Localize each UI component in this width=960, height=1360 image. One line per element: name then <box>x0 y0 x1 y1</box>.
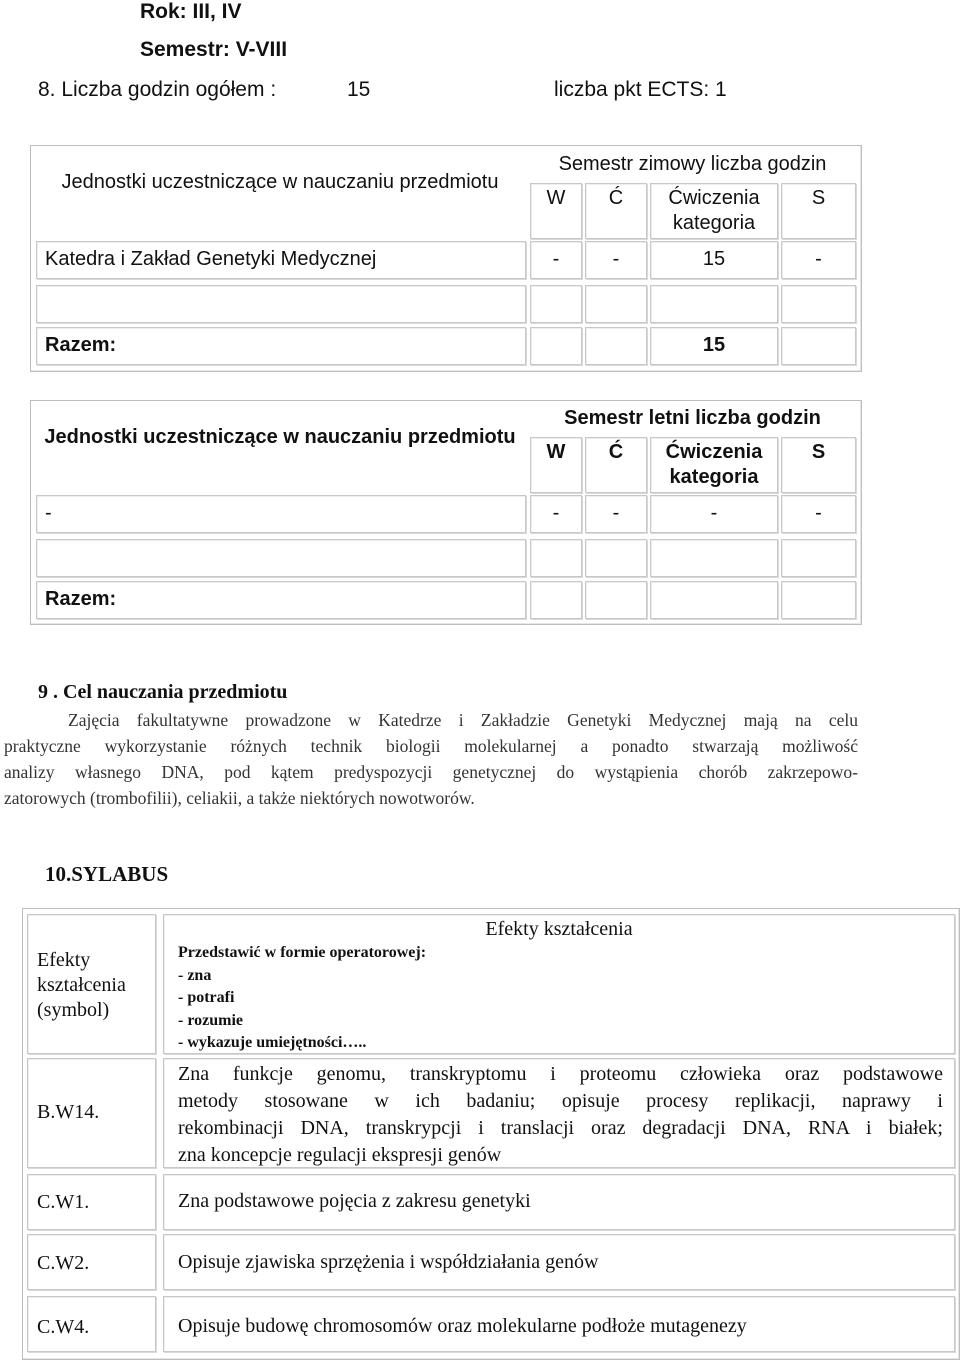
summer-total-w-cell <box>530 581 582 619</box>
syllabus-left-header-line: Efekty <box>37 949 91 971</box>
year-label: Rok: III, IV <box>140 0 242 23</box>
winter-row1-s: - <box>815 248 822 270</box>
summer-col-w: W <box>546 441 566 463</box>
summer-row1-s: - <box>815 502 822 524</box>
section-9-line: zatorowych (trombofilii), celiakii, a także niektórych nowotworów. <box>4 788 475 808</box>
syllabus-description: Zna podstawowe pojęcia z zakresu genetyki <box>178 1190 531 1212</box>
summer-total-label: Razem: <box>45 588 117 610</box>
description-line: metody stosowane w ich badaniu; opisuje procesy replikacji, naprawy i <box>178 1090 943 1112</box>
summer-unit-header: Jednostki uczestniczące w nauczaniu przedmiotu <box>44 426 516 448</box>
syllabus-symbol: C.W2. <box>37 1252 90 1274</box>
syllabus-left-header-line: kształcenia <box>37 974 126 996</box>
winter-row1-c: - <box>612 248 620 270</box>
winter-col-w: W <box>546 187 566 209</box>
section-9-title: 9 . Cel nauczania przedmiotu <box>38 681 288 703</box>
summer-total-s-cell <box>781 581 856 619</box>
winter-row1-cw: 15 <box>702 248 726 270</box>
semester-label: Semestr: V-VIII <box>140 38 288 61</box>
section-10-title: 10.SYLABUS <box>45 862 169 886</box>
winter-row1-w: - <box>552 248 560 270</box>
summer-col-s: S <box>811 441 826 463</box>
summer-empty-row-cell <box>650 539 778 577</box>
summer-empty-row-cell <box>781 539 856 577</box>
winter-semester-header: Semestr zimowy liczba godzin <box>558 153 827 175</box>
summer-total-c-cell <box>585 581 647 619</box>
instruction-line: - wykazuje umiejętności….. <box>178 1034 367 1051</box>
summer-empty-row-cell <box>36 539 526 577</box>
syllabus-right-header-instructions <box>178 942 426 1055</box>
winter-total-c-cell <box>585 327 647 365</box>
section-9-line: Zajęcia fakultatywne prowadzone w Katedrze i Zakładzie Genetyki Medycznej mają na celu <box>68 710 858 730</box>
summer-col-c: Ć <box>608 441 624 463</box>
winter-col-c: Ć <box>608 187 624 209</box>
hours-total-label: 8. Liczba godzin ogółem : <box>38 78 277 101</box>
syllabus-symbol: C.W1. <box>37 1191 90 1213</box>
description-line: Zna funkcje genomu, transkryptomu i proteomu człowieka oraz podstawowe <box>178 1063 943 1085</box>
summer-total-cw-cell <box>650 581 778 619</box>
syllabus-symbol: B.W14. <box>37 1101 100 1123</box>
winter-total-value: 15 <box>702 334 726 356</box>
summer-semester-header: Semestr letni liczba godzin <box>564 407 821 429</box>
syllabus-left-header <box>37 948 126 1023</box>
syllabus-description: Opisuje zjawiska sprzężenia i współdziałania genów <box>178 1251 599 1273</box>
winter-col-cw: Ćwiczenia kategoria <box>668 187 760 234</box>
winter-unit-header: Jednostki uczestniczące w nauczaniu przedmiotu <box>61 171 499 193</box>
winter-empty-row-cell <box>585 285 647 323</box>
description-line: zna koncepcje regulacji ekspresji genów <box>178 1144 502 1166</box>
summer-row1-name: - <box>45 502 52 524</box>
instruction-line: - rozumie <box>178 1011 244 1029</box>
syllabus-left-header-line: (symbol) <box>37 999 110 1021</box>
summer-empty-row-cell <box>585 539 647 577</box>
instruction-line: Przedstawić w formie operatorowej: <box>178 944 427 961</box>
winter-empty-row-cell <box>650 285 778 323</box>
description-line: rekombinacji DNA, transkrypcji i translacji oraz degradacji DNA, RNA i białek; <box>178 1117 943 1139</box>
summer-row1-name-cell <box>36 495 526 533</box>
instruction-line: - potrafi <box>178 989 235 1006</box>
summer-row1-cw: - <box>710 502 718 524</box>
summer-row1-c: - <box>612 502 620 524</box>
syllabus-right-header-title: Efekty kształcenia <box>485 918 633 940</box>
winter-total-s-cell <box>781 327 856 365</box>
syllabus-description <box>178 1061 943 1169</box>
winter-empty-row-cell <box>36 285 526 323</box>
syllabus-description: Opisuje budowę chromosomów oraz molekularne podłoże mutagenezy <box>178 1315 747 1337</box>
winter-empty-row-cell <box>530 285 582 323</box>
ects-label: liczba pkt ECTS: 1 <box>554 78 727 101</box>
syllabus-symbol: C.W4. <box>37 1316 90 1338</box>
summer-col-cw: Ćwiczenia kategoria <box>665 441 763 488</box>
summer-row1-w: - <box>552 502 560 524</box>
winter-row1-name: Katedra i Zakład Genetyki Medycznej <box>45 248 377 270</box>
instruction-line: - zna <box>178 966 212 984</box>
summer-empty-row-cell <box>530 539 582 577</box>
winter-empty-row-cell <box>781 285 856 323</box>
winter-total-label: Razem: <box>45 334 117 356</box>
winter-total-w-cell <box>530 327 582 365</box>
section-9-line: praktyczne wykorzystanie różnych technik biologii molekularnej a ponadto stwarzają możliwość <box>4 736 858 756</box>
winter-col-s: S <box>811 187 826 209</box>
hours-total-value: 15 <box>347 78 371 101</box>
section-9-line: analizy własnego DNA, pod kątem predyspozycji genetycznej do wystąpienia chorób zakrzepowo- <box>4 762 858 782</box>
